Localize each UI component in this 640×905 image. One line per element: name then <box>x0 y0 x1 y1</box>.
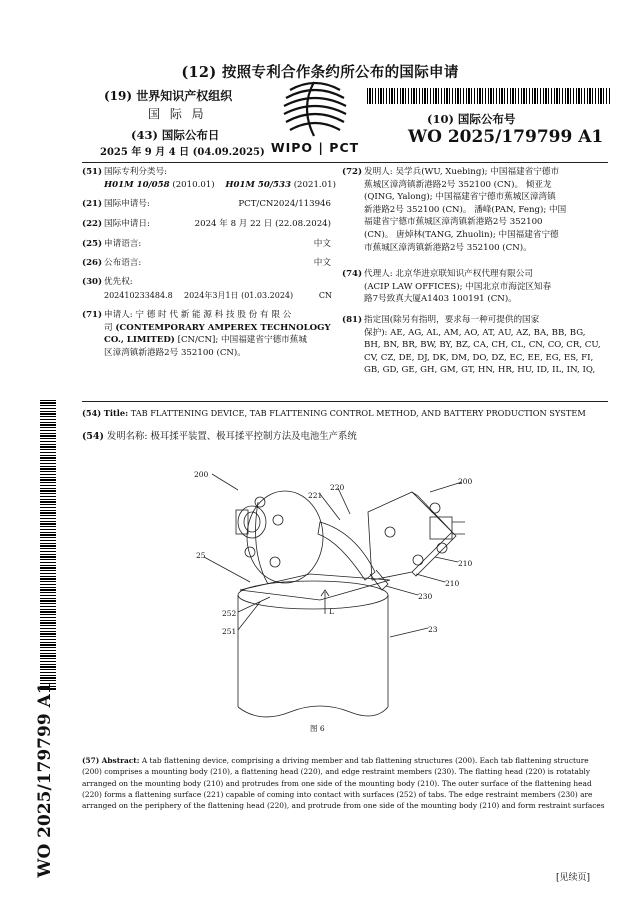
fig-label: 23 <box>428 625 438 634</box>
figure-caption: 图 6 <box>310 724 325 733</box>
field-51-code: (51) <box>82 167 103 177</box>
abstract-code: (57) <box>82 756 100 765</box>
org-line-1: (19) 世界知识产权组织 <box>104 89 233 103</box>
left-mounting-body <box>247 491 323 583</box>
fig-label: 200 <box>194 470 209 479</box>
inventors-line: 发明人: 吴学兵(WU, Xuebing); 中国福建省宁德市 <box>364 167 560 177</box>
pub-no-label: (10) 国际公布号 <box>427 112 516 126</box>
wipo-pct-text: WIPO | PCT <box>270 140 360 155</box>
biblio-divider <box>82 401 608 402</box>
abstract-line: (200) comprises a mounting body (210), a flattening head (220), and edge restraint members (230). The flatting head (220) is rotatably <box>82 767 591 777</box>
inventors-line: (CN)。 唐焯林(TANG, Zhuolin); 中国福建省宁德 <box>364 229 559 240</box>
ipc-code-1: H01M 10/058 <box>104 180 170 190</box>
ipc-date-2: (2021.01) <box>293 180 336 190</box>
abstract-line: arranged on the periphery of the flattening head (220), and protrude from one side of the mounting body (210) and form restraint surfaces <box>82 801 605 811</box>
priority-number: 202410233484.8 <box>104 291 173 300</box>
fig-label: 210 <box>445 579 460 588</box>
fig-label: 25 <box>196 551 206 560</box>
figure-drawing <box>190 462 520 742</box>
continued-note: [见续页] <box>556 873 591 883</box>
applicant-block <box>104 309 336 359</box>
field-30-label: 优先权: <box>104 277 133 287</box>
field-21-label: 国际申请号: <box>104 199 150 209</box>
field-25-value: 中文 <box>313 239 331 249</box>
inventors-line: (QING, Yalong); 中国福建省宁德市蕉城区漳湾镇 <box>364 192 556 203</box>
priority-date: 2024年3月1日 (01.03.2024) <box>184 291 294 300</box>
inventors-line: 福建省宁德市蕉城区漳湾镇新港路2号 352100 <box>364 217 543 228</box>
applicant-name-en-2: CO., LIMITED) <box>104 335 175 346</box>
inventors-block <box>364 166 614 254</box>
side-barcode <box>40 400 56 690</box>
fig-label: 230 <box>418 592 433 601</box>
org-line-2: 国 际 局 <box>148 107 207 121</box>
states-line: 保护): AE, AG, AL, AM, AO, AT, AU, AZ, BA, BB, BG, <box>364 327 586 338</box>
fig-label: 220 <box>330 483 345 492</box>
flattening-head <box>318 522 375 580</box>
field-22-value: 2024 年 8 月 22 日 (22.08.2024) <box>194 219 331 229</box>
title-cn <box>82 428 357 442</box>
field-25-code: (25) <box>82 239 103 249</box>
abstract-text: A tab flattening device, comprising a driving member and tab flattening structures (200). Each tab flattening structure <box>141 756 589 765</box>
field-25-label: 申请语言: <box>104 239 142 249</box>
ipc-date-1: (2010.01) <box>172 180 215 190</box>
field-71-code: (71) <box>82 310 103 320</box>
abstract <box>82 755 605 811</box>
field-26-label: 公布语言: <box>104 258 142 268</box>
field-21-value: PCT/CN2024/113946 <box>238 199 331 209</box>
ipc-code-2: H01M 50/533 <box>225 180 291 190</box>
title-cn-code: (54) <box>82 431 104 442</box>
figure <box>190 462 520 742</box>
pub-date: 2025 年 9 月 4 日 (04.09.2025) <box>100 147 265 158</box>
field-26-code: (26) <box>82 258 103 268</box>
applicant-line-2 <box>104 322 336 335</box>
field-74-code: (74) <box>342 269 363 279</box>
agent-line: 代理人: 北京华进京联知识产权代理有限公司 <box>364 269 533 279</box>
inventors-line: 市蕉城区漳湾镇新港路2号 352100 (CN)。 <box>364 242 532 253</box>
states-line: CV, CZ, DE, DJ, DK, DM, DO, DZ, EC, EE, EG, ES, FI, <box>364 352 594 363</box>
fig-label: 200 <box>458 477 473 486</box>
priority-row <box>104 290 332 302</box>
applicant-line-4: 区漳湾镇新港路2号 352100 (CN)。 <box>104 347 246 358</box>
field-22-label: 国际申请日: <box>104 219 150 229</box>
states-line: 指定国(除另有指明，要求每一种可提供的国家 <box>364 315 540 325</box>
fig-label: 221 <box>308 491 323 500</box>
applicant-name-en: (CONTEMPORARY AMPEREX TECHNOLOGY <box>115 322 331 333</box>
applicant-line-3b: [CN/CN]; 中国福建省宁德市蕉城 <box>174 335 307 346</box>
agent-block <box>364 268 614 306</box>
wipo-logo <box>270 78 360 158</box>
field-72-code: (72) <box>342 167 363 177</box>
fig-label: 210 <box>458 559 473 568</box>
inventors-line: 蕉城区漳湾镇新港路2号 352100 (CN)。 倾亚龙 <box>364 179 552 190</box>
field-22-code: (22) <box>82 219 103 229</box>
field-30-code: (30) <box>82 277 103 287</box>
states-block <box>364 314 614 377</box>
abstract-line <box>82 755 602 766</box>
field-21-code: (21) <box>82 199 103 209</box>
title-en-code: (54) <box>82 408 102 418</box>
agent-line: (ACIP LAW OFFICES); 中国北京市海淀区知春 <box>364 281 552 292</box>
abstract-label: Abstract: <box>101 756 140 765</box>
inventors-line: 新港路2号 352100 (CN)。 潘峰(PAN, Feng); 中国 <box>364 204 567 215</box>
fig-label: 252 <box>222 609 237 618</box>
header-divider <box>82 162 608 163</box>
field-81-code: (81) <box>342 315 363 325</box>
states-line: BH, BN, BR, BW, BY, BZ, CA, CH, CL, CN, CO, CR, CU, <box>364 340 601 351</box>
side-pub-number: WO 2025/179799 A1 <box>35 682 55 878</box>
field-51-label: 国际专利分类号: <box>104 167 168 177</box>
document-title: (12) 按照专利合作条约所公布的国际申请 <box>181 64 459 81</box>
abstract-line: (220) forms a flattening surface (221) capable of coming into contact with surfaces (252) of tabs. The edge restraint members (230) are <box>82 789 593 799</box>
applicant-line-3 <box>104 334 336 347</box>
states-line: GB, GD, GE, GH, GM, GT, HN, HR, HU, ID, IL, IN, IQ, <box>364 365 596 376</box>
top-barcode <box>367 88 611 104</box>
applicant-line-2a: 司 <box>104 322 116 333</box>
title-en <box>82 408 586 418</box>
pub-no: WO 2025/179799 A1 <box>408 127 604 147</box>
title-cn-text: 发明名称: 极耳揉平装置、极耳揉平控制方法及电池生产系统 <box>106 431 357 442</box>
title-en-label: Title: <box>103 408 129 418</box>
agent-line: 路7号致真大厦A1403 100191 (CN)。 <box>364 294 517 305</box>
field-26-value: 中文 <box>313 258 331 268</box>
pub-date-label: (43) 国际公布日 <box>131 128 220 142</box>
fig-label: 251 <box>222 627 237 636</box>
priority-country: CN <box>318 291 332 300</box>
abstract-line: arranged on the mounting body (210) and protrudes from one side of the mounting body (210). The outer surface of the flattening head <box>82 778 592 788</box>
title-en-text: TAB FLATTENING DEVICE, TAB FLATTENING CONTROL METHOD, AND BATTERY PRODUCTION SYSTEM <box>130 408 586 418</box>
fig-label: L <box>329 607 334 616</box>
ipc-codes <box>104 179 336 192</box>
cylinder-body <box>238 595 388 707</box>
applicant-line-1: 申请人: 宁 德 时 代 新 能 源 科 技 股 份 有 限 公 <box>104 310 292 320</box>
